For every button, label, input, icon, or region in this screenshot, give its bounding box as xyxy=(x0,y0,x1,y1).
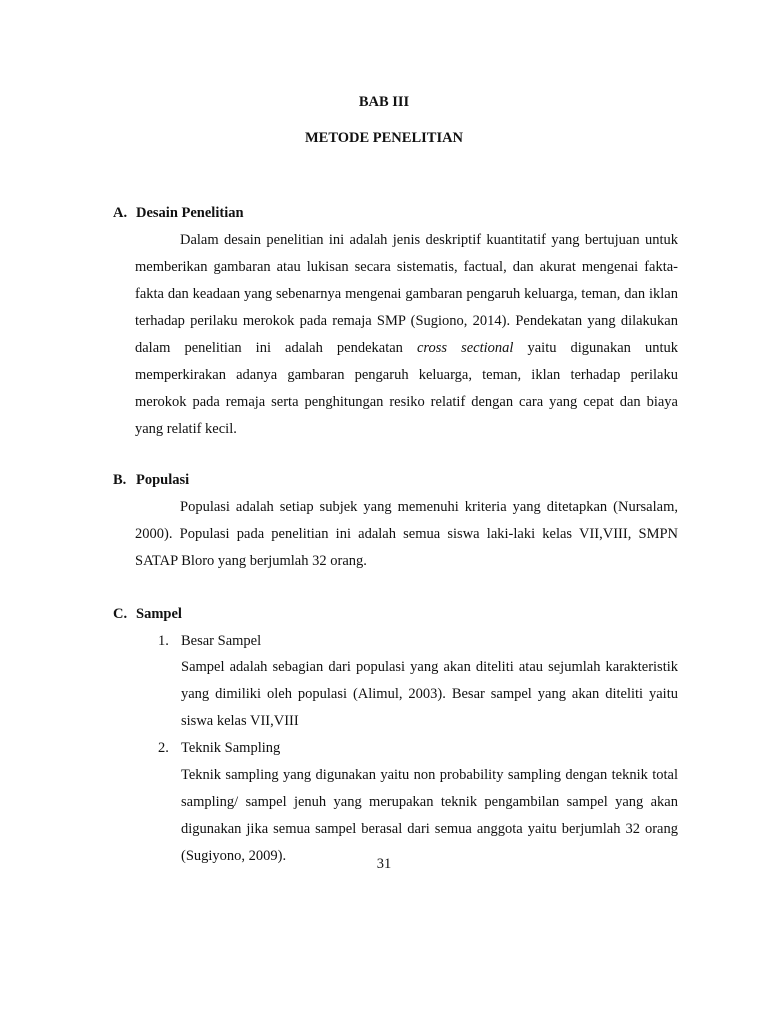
subsection-number: 2. xyxy=(158,740,169,756)
section-paragraph-populasi xyxy=(135,494,678,575)
page-number: 31 xyxy=(376,856,392,872)
section-paragraph-desain xyxy=(135,227,678,443)
paragraph-text: Populasi adalah setiap subjek yang memenuhi kriteria yang ditetapkan (Nursalam, 2000). Populasi pada penelitian ini adalah semua siswa laki-laki kelas VII,VIII, SMPN SATAP Bloro yang berjumlah 32 orang. xyxy=(135,499,678,569)
chapter-heading: BAB III xyxy=(358,94,410,110)
section-title: Populasi xyxy=(136,472,190,488)
section-heading-sampel xyxy=(113,606,182,623)
subsection-paragraph-besar-sampel: Sampel adalah sebagian dari populasi yang akan diteliti atau sejumlah karakteristik yang dimiliki oleh populasi (Alimul, 2003). Besar sampel yang akan diteliti yaitu siswa kelas VII,VIII xyxy=(181,659,678,729)
paragraph-text: yaitu digunakan untuk memperkirakan adanya gambaran pengaruh keluarga, teman, iklan terhadap perilaku merokok pada remaja serta penghitungan resiko relatif dengan cara yang cepat dan biaya yang relatif kecil. xyxy=(135,340,678,437)
section-title: Sampel xyxy=(136,606,182,622)
section-heading-desain xyxy=(113,205,244,222)
chapter-title: METODE PENELITIAN xyxy=(304,130,464,146)
subsection-heading-teknik-sampling xyxy=(158,740,280,757)
paragraph-text: Dalam desain penelitian ini adalah jenis deskriptif kuantitatif yang bertujuan untuk memberikan gambaran atau lukisan secara sistematis, factual, dan akurat mengenai fakta-fakta dan keadaan yang sebenarnya mengenai gambaran pengaruh keluarga, teman, dan iklan terhadap perilaku merokok pada remaja SMP (Sugiono, 2014). Pendekatan yang dilakukan dalam penelitian ini adalah pendekatan xyxy=(135,232,678,356)
section-title: Desain Penelitian xyxy=(136,205,244,221)
subsection-heading-besar-sampel xyxy=(158,633,261,650)
subsection-paragraph-teknik-sampling: Teknik sampling yang digunakan yaitu non probability sampling dengan teknik total sampling/ sampel jenuh yang merupakan teknik pengambilan sampel yang akan digunakan jika semua sampel berasal dari semua anggota yaitu berjumlah 32 orang (Sugiyono, 2009). xyxy=(181,767,678,864)
section-letter: A. xyxy=(113,205,128,221)
section-heading-populasi xyxy=(113,472,189,489)
subsection-title: Besar Sampel xyxy=(181,633,262,649)
subsection-title: Teknik Sampling xyxy=(181,740,281,756)
subsection-number: 1. xyxy=(158,633,169,649)
section-letter: C. xyxy=(113,606,128,622)
paragraph-italic-term: cross sectional xyxy=(416,340,514,356)
section-letter: B. xyxy=(113,472,127,488)
